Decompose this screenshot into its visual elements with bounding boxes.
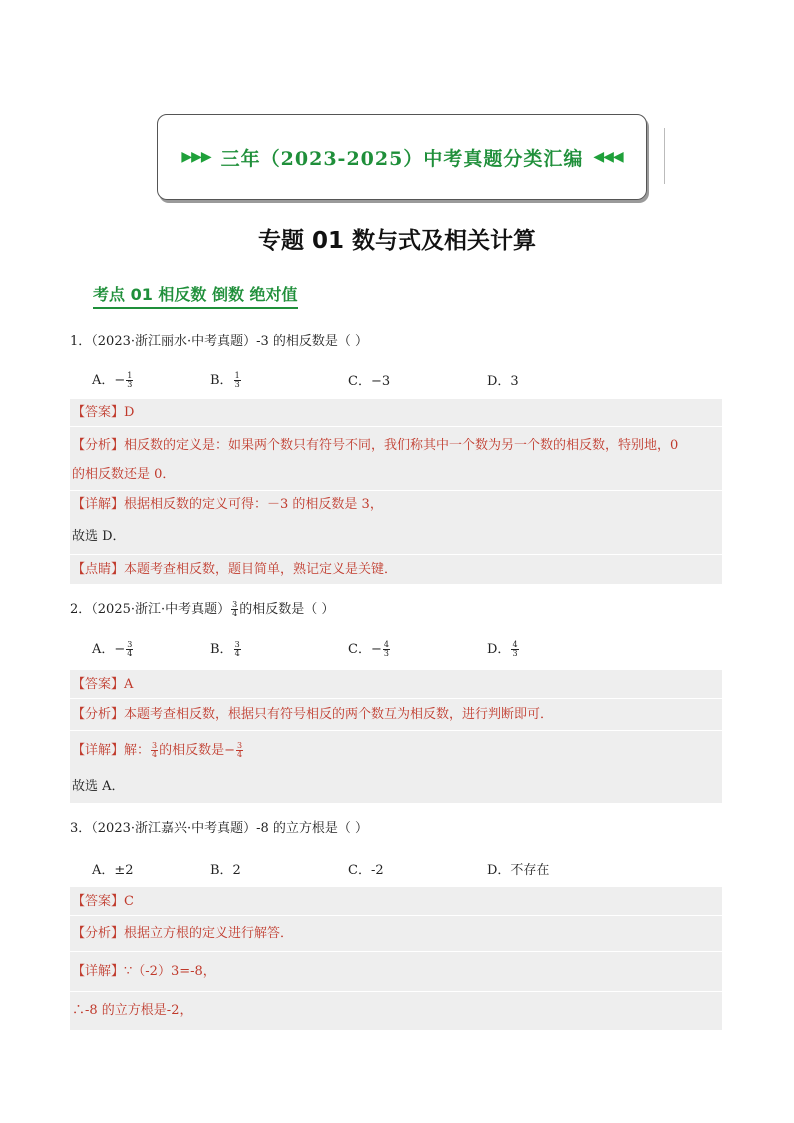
right-arrows-icon: ◀◀◀ — [593, 149, 623, 165]
q1-option-b: B． $\frac{1}{3}$ — [210, 371, 240, 389]
q3-analysis-row: 【分析】根据立方根的定义进行解答． — [70, 916, 722, 952]
q2-detail-row: 【详解】解： $\frac{3}{4}$ 的相反数是− $\frac{3}{4}$ — [70, 731, 722, 771]
q1-choose-row: 故选 D． — [70, 519, 722, 555]
q2-option-c: C．− $\frac{4}{3}$ — [348, 640, 389, 658]
q2-option-b: B． $\frac{3}{4}$ — [210, 640, 240, 658]
q2-analysis-row: 【分析】本题考查相反数，根据只有符号相反的两个数互为相反数，进行判断即可． — [70, 699, 722, 731]
banner-edge-line — [664, 128, 666, 184]
left-arrows-icon: ▶▶▶ — [181, 149, 211, 165]
banner-text: 三年（2023-2025）中考真题分类汇编 — [220, 147, 584, 170]
q3-detail-row: 【详解】∵（-2）3=-8， — [70, 952, 722, 992]
q3-option-a: A．±2 — [92, 863, 134, 878]
q3-answer-row: 【答案】C — [70, 887, 722, 916]
question-1-stem: 1．（2023·浙江丽水·中考真题）-3 的相反数是（ ） — [70, 334, 369, 349]
q2-answer-row: 【答案】A — [70, 670, 722, 699]
q1-option-a: A．− $\frac{1}{3}$ — [92, 371, 133, 389]
q3-option-b: B．2 — [210, 863, 241, 878]
q1-comment-row: 【点睛】本题考查相反数，题目简单，熟记定义是关键． — [70, 555, 722, 584]
question-3-stem: 3．（2023·浙江嘉兴·中考真题）-8 的立方根是（ ） — [70, 821, 369, 836]
page-title: 专题 01 数与式及相关计算 — [257, 228, 537, 254]
q1-analysis-row: 【分析】相反数的定义是：如果两个数只有符号不同，我们称其中一个数为另一个数的相反数，特别地，0 的相反数还是 0． — [70, 427, 722, 491]
q3-option-d: D．不存在 — [487, 863, 550, 878]
q2-choose-row: 故选 A． — [70, 771, 722, 803]
question-2-stem: 2．（2025·浙江·中考真题） $\frac{3}{4}$ 的相反数是（ ） — [70, 600, 335, 618]
q3-option-c: C．-2 — [348, 863, 384, 878]
title-banner — [157, 114, 647, 200]
q1-detail-row: 【详解】根据相反数的定义可得：－3 的相反数是 3， — [70, 491, 722, 519]
section-heading: 考点 01 相反数 倒数 绝对值 — [93, 282, 298, 309]
q2-option-a: A．− $\frac{3}{4}$ — [92, 640, 133, 658]
q1-option-c: C．−3 — [348, 374, 391, 389]
q1-option-d: D．3 — [487, 374, 519, 389]
q2-option-d: D． $\frac{4}{3}$ — [487, 640, 518, 658]
q1-answer-row: 【答案】D — [70, 399, 722, 427]
q3-conclusion-row: ∴-8 的立方根是-2， — [70, 992, 722, 1030]
